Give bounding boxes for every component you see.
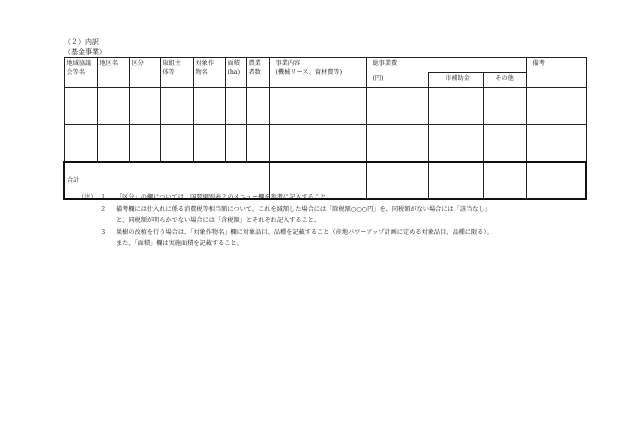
- header-district: 地区名: [97, 58, 129, 88]
- cell[interactable]: [366, 125, 428, 163]
- header-yen: (円): [366, 73, 428, 88]
- cell[interactable]: [193, 125, 225, 163]
- header-category: 区分: [129, 58, 160, 88]
- note-number: １: [100, 194, 107, 201]
- note-text: また、「面積」欄は実施面積を記載すること。: [116, 240, 243, 247]
- section-subheading: （基金事業）: [64, 48, 106, 56]
- header-entity: 取組主 体等: [160, 58, 193, 88]
- cell[interactable]: [246, 88, 269, 125]
- cell[interactable]: [483, 125, 526, 163]
- header-content: 事業内容 (機械リース、資材費等): [269, 58, 366, 88]
- cell[interactable]: [160, 125, 193, 163]
- note-number: ３: [100, 228, 107, 236]
- cell[interactable]: [366, 88, 428, 125]
- cell[interactable]: [526, 88, 586, 125]
- cell[interactable]: [129, 125, 160, 163]
- note-text: 「区分」の欄については、国要綱別表２のメニュー欄を参考に記入すること。: [116, 194, 333, 201]
- cell[interactable]: [129, 88, 160, 125]
- breakdown-table: [63, 57, 587, 200]
- header-farmers: 農業 者数: [246, 58, 269, 88]
- cell[interactable]: [225, 125, 246, 163]
- cell[interactable]: [64, 125, 97, 163]
- header-area: 面積 (ha): [225, 58, 246, 88]
- note-number: ２: [100, 205, 107, 213]
- note-text: 備考欄には仕入れに係る消費税等相当額について、これを減額した場合には「除税額○○○円」を、同税額がない場合には「該当なし」: [116, 205, 491, 213]
- cell[interactable]: [269, 88, 366, 125]
- cell[interactable]: [246, 125, 269, 163]
- cell[interactable]: [225, 88, 246, 125]
- cell[interactable]: [428, 88, 483, 125]
- note-text: 果樹の改植を行う場合は、「対象作物名」欄に対象品目、品種を記載すること（産地パワーアップ計画に定める対象品目、品種に限る）。: [116, 228, 493, 236]
- header-org: 地域協議 会等名: [64, 58, 97, 88]
- cell[interactable]: [64, 88, 97, 125]
- table-row: [64, 125, 586, 163]
- cell[interactable]: [160, 88, 193, 125]
- cell[interactable]: [526, 125, 586, 163]
- section-heading: （２）内訳: [64, 38, 99, 46]
- cell[interactable]: [269, 125, 366, 163]
- header-total-cost: 総事業費: [366, 58, 526, 73]
- total-label: 合計: [67, 177, 80, 184]
- cell[interactable]: [428, 125, 483, 163]
- cell[interactable]: [193, 88, 225, 125]
- header-subsidy: 市補助金: [428, 73, 483, 88]
- header-other: その他: [483, 73, 526, 88]
- header-remarks: 備考: [526, 58, 586, 88]
- cell[interactable]: [483, 88, 526, 125]
- notes-prefix: （注）: [78, 194, 97, 201]
- note-text: と、同税額が明らかでない場合には「含税額」とそれぞれ記入すること。: [116, 217, 321, 224]
- table-row: [64, 88, 586, 125]
- cell[interactable]: [97, 88, 129, 125]
- cell[interactable]: [97, 125, 129, 163]
- header-crop: 対象作 物名: [193, 58, 225, 88]
- notes: [78, 192, 608, 250]
